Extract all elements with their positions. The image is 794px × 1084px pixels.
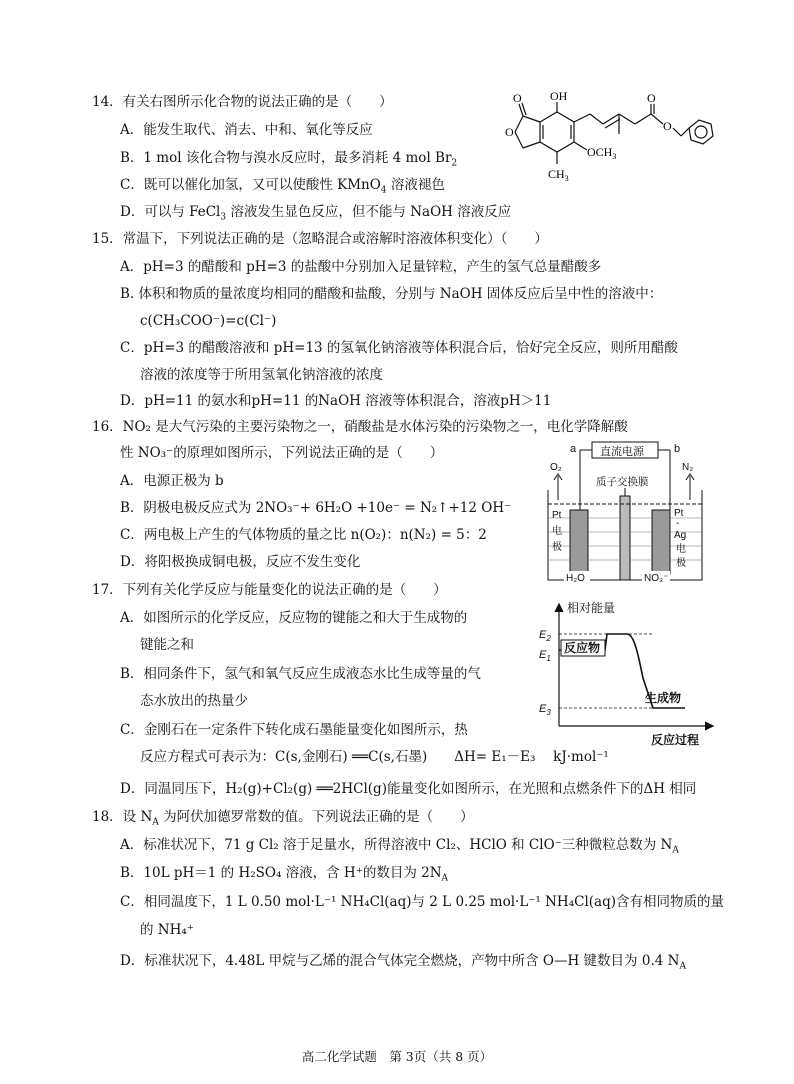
q16-option-b: B．阴极电极反应式为 2NO₃⁻+ 6H₂O +10e⁻ = N₂↑+12 OH⁻ (120, 500, 512, 516)
q15-option-a: A．pH=3 的醋酸和 pH=3 的盐酸中分别加入足量锌粒，产生的氢气总量醋酸多 (120, 259, 602, 275)
fig-right-electrode-4: 电 (676, 544, 686, 555)
svg-text:O: O (647, 92, 656, 105)
fig-e2-label: $E_2$ (539, 629, 551, 643)
svg-text:O: O (513, 92, 522, 105)
fig-terminal-b: b (674, 443, 681, 455)
q16-option-c: C．两电极上产生的气体物质的量之比 n(O₂)：n(N₂) = 5：2 (120, 527, 487, 543)
mol-oh-label: OH (550, 92, 568, 103)
fig-right-electrode-2: - (676, 518, 680, 529)
q17-option-b: B．相同条件下，氢气和氧气反应生成液态水比生成等量的气 (120, 666, 481, 682)
page-footer: 高二化学试题 第 3页（共 8 页） (301, 1049, 493, 1064)
mol-och3-label: $OCH_3$ (587, 145, 617, 161)
fig-left-electrode-3: 极 (552, 542, 562, 553)
q17-stem: 17．下列有关化学反应与能量变化的说法正确的是（ ） (92, 582, 447, 598)
q17-option-d: D．同温同压下，H₂(g)+Cl₂(g) ══2HCl(g)能量变化如图所示，在光照和点燃条件下的ΔH 相同 (120, 781, 697, 797)
fig-left-electrode-2: 电 (552, 526, 562, 537)
fig-h2o-label: H₂O (566, 573, 585, 584)
q15-option-c: C．pH=3 的醋酸溶液和 pH=13 的氢氧化钠溶液等体积混合后，恰好完全反应，则所用醋酸 (120, 340, 678, 356)
q14-option-a: A．能发生取代、消去、中和、氧化等反应 (120, 122, 373, 138)
q15-option-b-cont: c(CH₃COO⁻)=c(Cl⁻) (140, 313, 277, 329)
q14-option-b: B．1 mol 该化合物与溴水反应时，最多消耗 4 mol $Br_2$ (120, 150, 458, 169)
fig-xlabel: 反应过程 (651, 733, 700, 747)
q14-molecule-figure (495, 92, 715, 190)
fig-e1-label: $E_1$ (539, 649, 551, 663)
q15-stem: 15．常温下，下列说法正确的是（忽略混合或溶解时溶液体积变化）（ ） (92, 231, 548, 247)
q17-energy-diagram (535, 600, 725, 748)
fig-left-electrode-1: Pt (552, 510, 562, 521)
q15-option-b: B. 体积和物质的量浓度均相同的醋酸和盐酸，分别与 NaOH 固体反应后呈中性的溶液中： (120, 286, 663, 302)
q17-option-a: A．如图所示的化学反应，反应物的键能之和大于生成物的 (120, 610, 468, 626)
q16-option-a: A．电源正极为 b (120, 473, 224, 489)
fig-no3-label: NO₃⁻ (644, 573, 669, 584)
fig-power-label: 直流电源 (600, 446, 644, 458)
q14-option-c: C．既可以催化加氢，又可以使酸性 KMnO$_4$ 溶液褪色 (120, 177, 445, 196)
q16-stem-cont: 性 NO₃⁻的原理如图所示，下列说法正确的是（ ） (120, 445, 444, 461)
fig-right-electrode-1: Pt (674, 508, 684, 519)
q18-stem: 18．设 $N_A$ 为阿伏加德罗常数的值。下列说法正确的是（ ） (92, 809, 474, 828)
q14-option-d: D．可以与 FeCl$_3$ 溶液发生显色反应，但不能与 NaOH 溶液反应 (120, 204, 512, 223)
q18-option-b: B．10L pH＝1 的 H₂SO₄ 溶液，含 H⁺的数目为 $2N_A$ (120, 865, 449, 884)
fig-e3-label: $E_3$ (539, 703, 551, 717)
q15-option-c-cont: 溶液的浓度等于所用氢氧化钠溶液的浓度 (140, 367, 383, 383)
q15-option-d: D．pH=11 的氨水和pH=11 的NaOH 溶液等体积混合，溶液pH＞11 (120, 393, 552, 409)
fig-n2-label: N₂ (682, 462, 694, 473)
fig-o2-label: O₂ (550, 462, 562, 473)
q18-option-c-cont: 的 NH₄⁺ (140, 922, 194, 938)
fig-reactant-label: 反应物 (564, 641, 601, 655)
q17-option-c: C．金刚石在一定条件下转化成石墨能量变化如图所示，热 (120, 722, 468, 738)
q18-option-d: D．标准状况下，4.48L 甲烷与乙烯的混合气体完全燃烧，产物中所含 O—H 键数目为 0.4 $N_A$ (120, 953, 686, 972)
q16-electrolysis-figure (540, 440, 710, 588)
fig-product-label: 生成物 (645, 691, 682, 705)
mol-ch3-label: $CH_3$ (548, 167, 569, 183)
q18-option-a: A．标准状况下，71 g Cl₂ 溶于足量水，所得溶液中 Cl₂、HClO 和 ClO⁻三种微粒总数为 $N_A$ (120, 837, 679, 856)
q16-option-d: D．将阳极换成铜电极，反应不发生变化 (120, 554, 361, 570)
q16-stem: 16．NO₂ 是大气污染的主要污染物之一，硝酸盐是水体污染的污染物之一，电化学降解酸 (92, 419, 628, 435)
fig-membrane-label: 质子交换膜 (596, 476, 649, 488)
fig-right-electrode-5: 极 (676, 558, 686, 569)
svg-text:O: O (505, 125, 514, 139)
fig-right-electrode-3: Ag (674, 530, 687, 541)
q18-option-c: C．相同温度下，1 L 0.50 mol·L⁻¹ NH₄Cl(aq)与 2 L 0.25 mol·L⁻¹ NH₄Cl(aq)含有相同物质的量 (120, 894, 724, 910)
svg-text:O: O (663, 119, 672, 133)
fig-terminal-a: a (570, 443, 577, 455)
q17-option-b-cont: 态水放出的热量少 (140, 693, 248, 709)
q17-option-c-cont: 反应方程式可表示为：C(s,金刚石) ══C(s,石墨) ΔH= E₁－E₃ kJ·mol⁻¹ (140, 749, 609, 765)
q17-option-a-cont: 键能之和 (140, 637, 194, 653)
q14-stem: 14．有关右图所示化合物的说法正确的是（ ） (92, 94, 393, 110)
fig-ylabel: 相对能量 (567, 601, 616, 615)
